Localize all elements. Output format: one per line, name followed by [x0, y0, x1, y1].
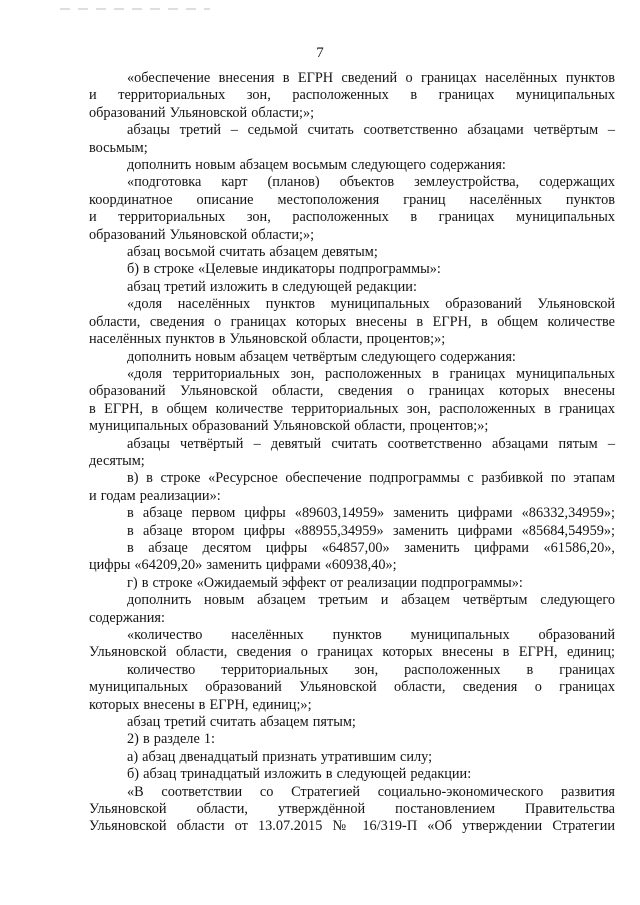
text-line: и территориальных зон, расположенных в границах муниципальных — [89, 87, 615, 104]
text-line: «подготовка карт (планов) объектов землеустройства, содержащих — [127, 174, 615, 191]
text-line: и территориальных зон, расположенных в границах муниципальных — [89, 209, 615, 226]
text-line: г) в строке «Ожидаемый эффект от реализации подпрограммы»: — [127, 574, 523, 591]
text-line: в абзаце втором цифры «88955,34959» заменить цифрами «85684,54959»; — [127, 522, 615, 539]
text-line: 2) в разделе 1: — [127, 731, 215, 748]
text-line: б) в строке «Целевые индикаторы подпрограммы»: — [127, 261, 441, 278]
text-line: в абзаце первом цифры «89603,14959» заменить цифрами «86332,34959»; — [127, 505, 615, 522]
text-line: дополнить новым абзацем восьмым следующего содержания: — [127, 157, 506, 174]
text-line: цифры «64209,20» заменить цифрами «60938,40»; — [89, 557, 397, 574]
text-line: в ЕГРН, в общем количестве территориальных зон, расположенных в границах — [89, 400, 615, 417]
text-line: «В соответствии со Стратегией социально-экономического развития — [127, 783, 615, 800]
page-number: 7 — [316, 45, 324, 61]
text-line: «доля территориальных зон, расположенных в границах муниципальных — [127, 365, 615, 382]
text-line: области, сведения о границах которых внесены в ЕГРН, в общем количестве — [89, 313, 615, 330]
document-body — [89, 70, 615, 836]
text-line: Ульяновской области от 13.07.2015 № 16/319-П «Об утверждении Стратегии — [89, 818, 615, 835]
text-line: образований Ульяновской области;»; — [89, 226, 315, 243]
text-line: координатное описание местоположения границ населённых пунктов — [89, 191, 615, 208]
text-line: «доля населённых пунктов муниципальных образований Ульяновской — [127, 296, 615, 313]
text-line: дополнить новым абзацем третьим и абзацем четвёртым следующего — [127, 592, 615, 609]
text-line: населённых пунктов в Ульяновской области, процентов;»; — [89, 331, 446, 348]
text-line: Ульяновской области, утверждённой постановлением Правительства — [89, 801, 615, 818]
text-line: б) абзац тринадцатый изложить в следующей редакции: — [127, 766, 472, 783]
text-line: образований Ульяновской области;»; — [89, 104, 315, 121]
text-line: абзацы третий – седьмой считать соответственно абзацами четвёртым – — [127, 122, 615, 139]
text-line: образований Ульяновской области, сведения о границах которых внесены — [89, 383, 615, 400]
text-line: дополнить новым абзацем четвёртым следующего содержания: — [127, 348, 516, 365]
text-line: муниципальных образований Ульяновской области, сведения о границах — [89, 679, 615, 696]
text-line: муниципальных образований Ульяновской области, процентов;»; — [89, 418, 489, 435]
scan-artifact — [60, 8, 210, 10]
text-line: восьмым; — [89, 139, 148, 156]
text-line: абзац третий считать абзацем пятым; — [127, 714, 356, 731]
text-line: абзац восьмой считать абзацем девятым; — [127, 244, 378, 261]
text-line: десятым; — [89, 452, 145, 469]
text-line: в) в строке «Ресурсное обеспечение подпрограммы с разбивкой по этапам — [127, 470, 615, 487]
text-line: и годам реализации»: — [89, 487, 221, 504]
text-line: которых внесены в ЕГРН, единиц;»; — [89, 696, 312, 713]
text-line: Ульяновской области, сведения о границах которых внесены в ЕГРН, единиц; — [89, 644, 615, 661]
text-line: количество территориальных зон, расположенных в границах — [127, 661, 615, 678]
text-line: а) абзац двенадцатый признать утратившим силу; — [127, 748, 433, 765]
text-line: содержания: — [89, 609, 165, 626]
text-line: абзацы четвёртый – девятый считать соответственно абзацами пятым – — [127, 435, 615, 452]
text-line: «количество населённых пунктов муниципальных образований — [127, 627, 615, 643]
text-line: в абзаце десятом цифры «64857,00» заменить цифрами «61586,20», — [127, 539, 615, 556]
text-line: абзац третий изложить в следующей редакции: — [127, 278, 417, 295]
text-line: «обеспечение внесения в ЕГРН сведений о границах населённых пунктов — [127, 70, 615, 86]
